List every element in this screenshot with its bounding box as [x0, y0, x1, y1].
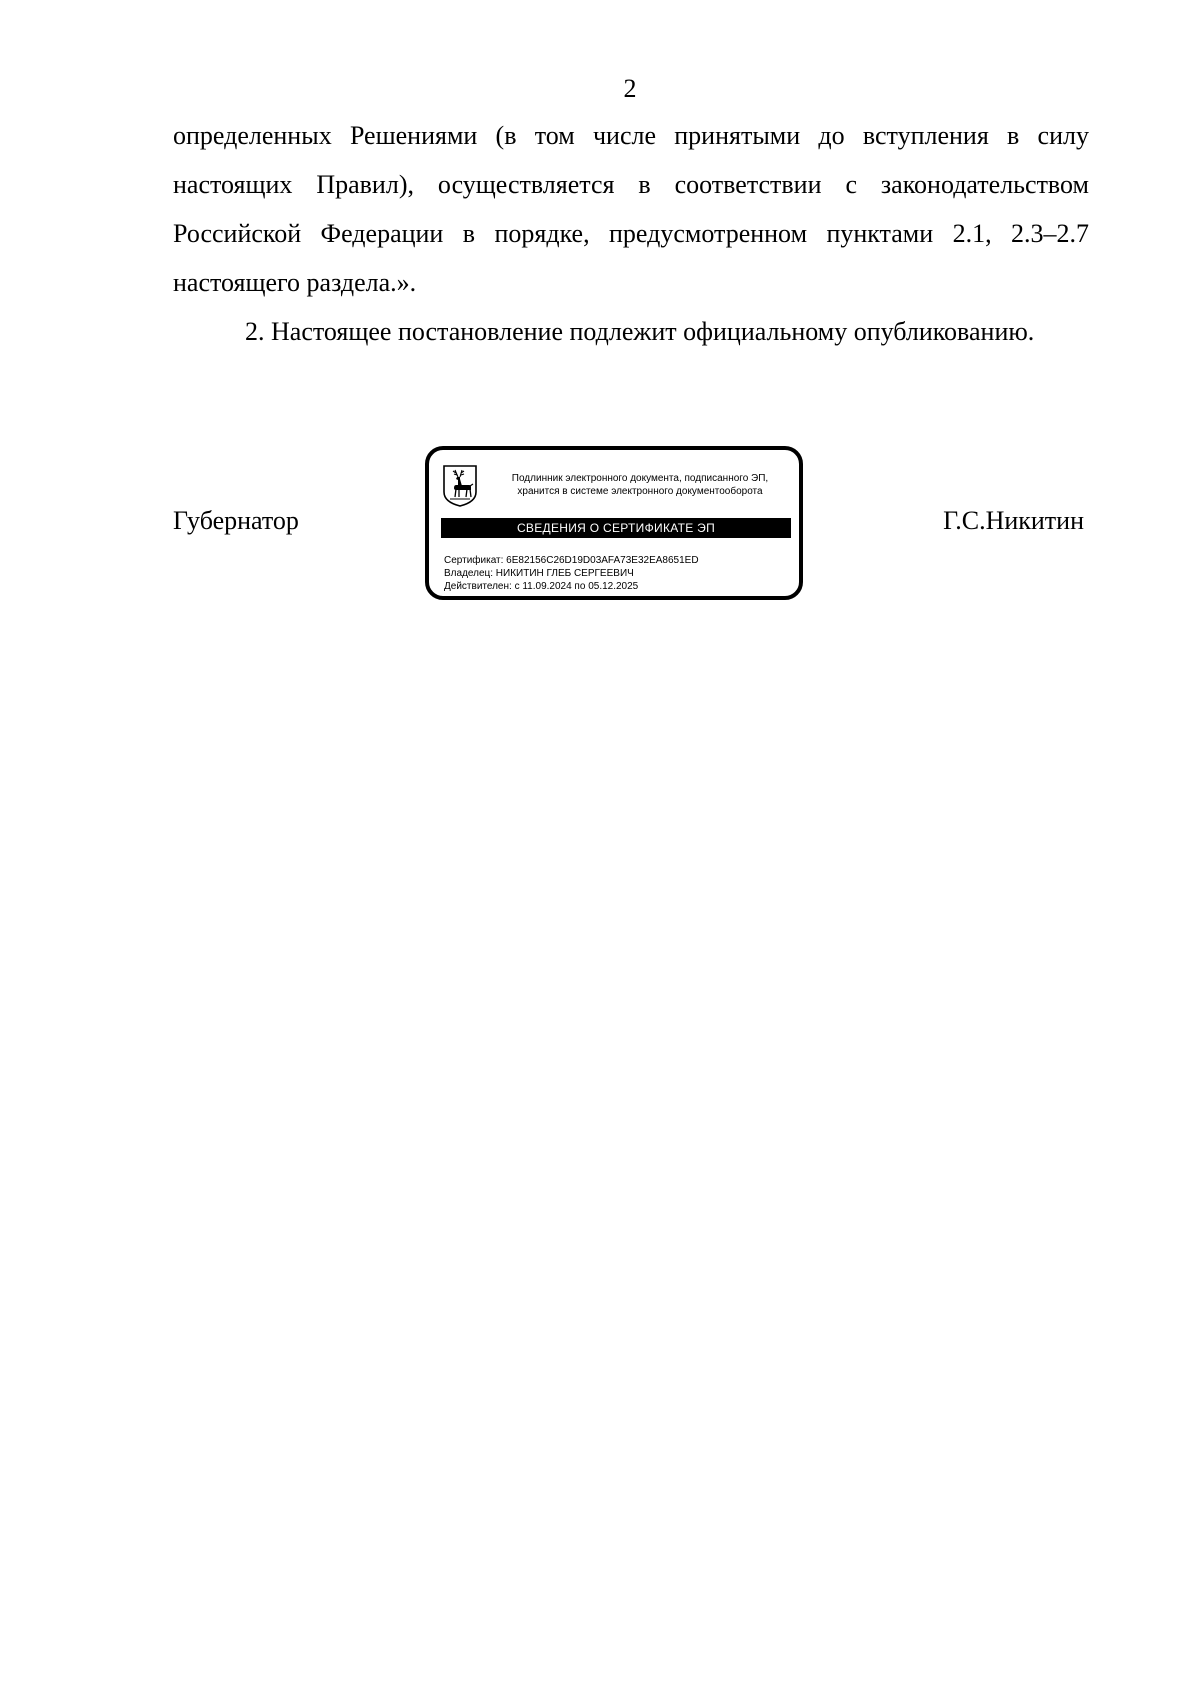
certificate-validity: Действителен: с 11.09.2024 по 05.12.2025 — [444, 581, 639, 592]
certificate-details — [444, 554, 699, 593]
page-number: 2 — [623, 74, 637, 103]
stamp-notice — [485, 472, 795, 498]
signer-name: Г.С.Никитин — [943, 506, 1084, 535]
stamp-notice-line: хранится в системе электронного документооборота — [517, 486, 763, 497]
electronic-signature-stamp — [425, 446, 803, 600]
coat-of-arms-icon — [442, 464, 478, 508]
signature-block — [173, 446, 1089, 610]
certificate-number: Сертификат: 6E82156C26D19D03AFA73E32EA8651ED — [444, 555, 699, 566]
stamp-banner: СВЕДЕНИЯ О СЕРТИФИКАТЕ ЭП — [441, 518, 791, 538]
stamp-notice-line: Подлинник электронного документа, подписанного ЭП, — [511, 473, 769, 484]
document-body — [173, 111, 1089, 356]
certificate-owner: Владелец: НИКИТИН ГЛЕБ СЕРГЕЕВИЧ — [444, 568, 634, 579]
paragraph-publication: 2. Настоящее постановление подлежит официальному опубликованию. — [245, 317, 1035, 346]
paragraph-continuation: определенных Решениями (в том числе принятыми до вступления в силу настоящих Правил), осуществляется в соответствии с законодательством Российской Федерации в порядке, предусмотренном пунктами 2.1, 2.3–2.7 настоящего раздела.». — [173, 121, 1089, 297]
signer-title: Губернатор — [173, 506, 299, 535]
